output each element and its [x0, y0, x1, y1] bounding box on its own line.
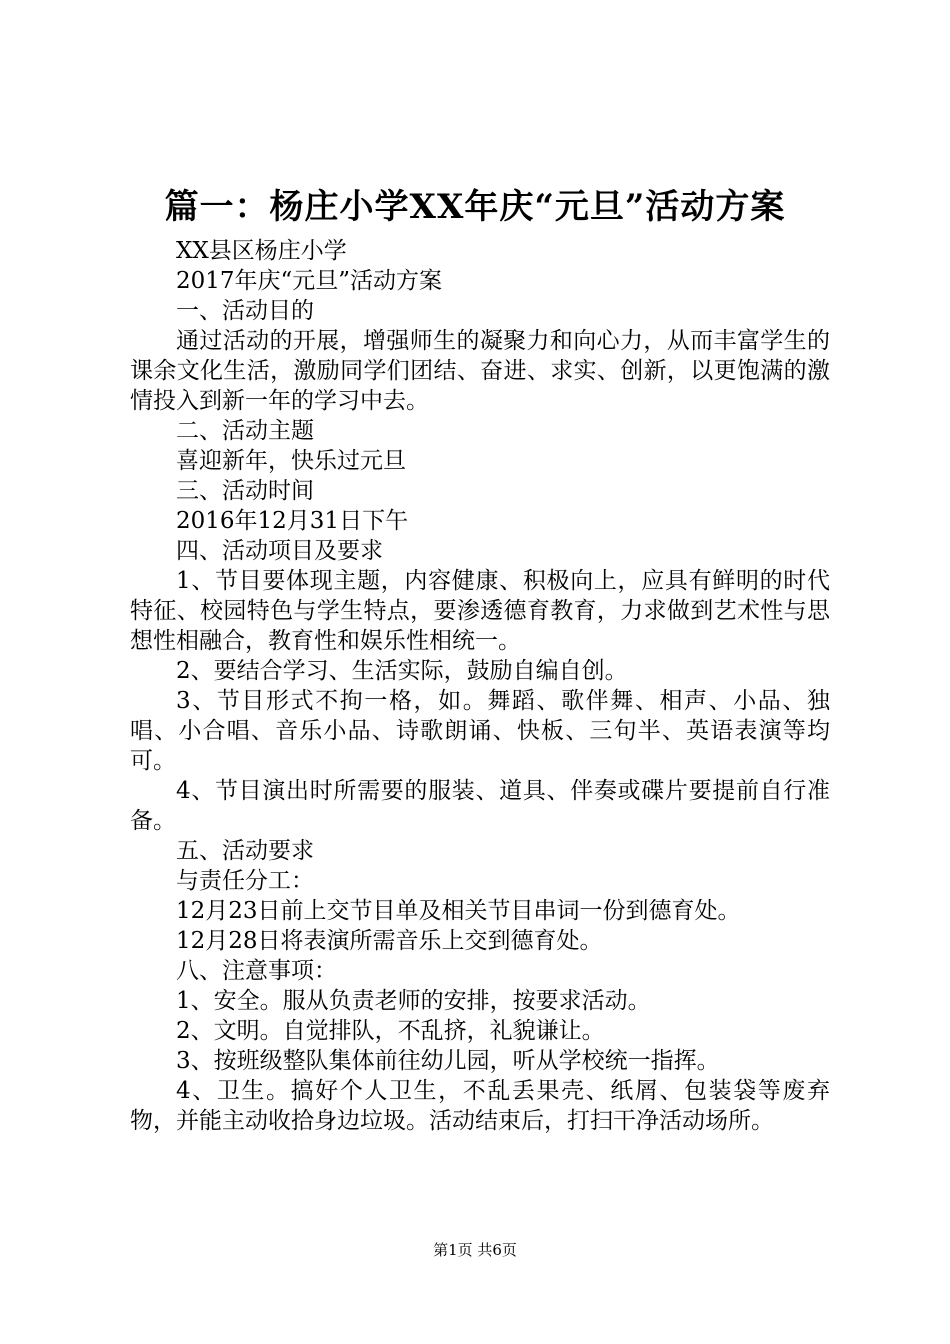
- paragraph-plan-name: 2017年庆“元旦”活动方案: [176, 268, 443, 294]
- document-body: [130, 236, 830, 1136]
- heading-theme: 二、活动主题: [176, 418, 314, 444]
- paragraph-note-3: 3、按班级整队集体前往幼儿园，听从学校统一指挥。: [176, 1048, 720, 1074]
- heading-notes: 八、注意事项：: [176, 958, 337, 984]
- paragraph-note-2: 2、文明。自觉排队，不乱挤，礼貌谦让。: [176, 1018, 605, 1044]
- paragraph-deadline-1: 12月23日前上交节目单及相关节目串词一份到德育处。: [176, 898, 741, 924]
- paragraph-note-4: 4、卫生。搞好个人卫生，不乱丢果壳、纸屑、包装袋等废弃物，并能主动收拾身边垃圾。活动结束后，打扫干净活动场所。: [130, 1078, 830, 1134]
- heading-items: 四、活动项目及要求: [176, 538, 383, 564]
- paragraph-division: 与责任分工：: [176, 868, 314, 894]
- heading-time: 三、活动时间: [176, 478, 314, 504]
- paragraph-note-1: 1、安全。服从负责老师的安排，按要求活动。: [176, 988, 651, 1014]
- paragraph-item-3: 3、节目形式不拘一格，如。舞蹈、歌伴舞、相声、小品、独唱、小合唱、音乐小品、诗歌朗诵、快板、三句半、英语表演等均可。: [130, 688, 830, 774]
- document-title: 篇一：杨庄小学XX年庆“元旦”活动方案: [164, 187, 786, 227]
- paragraph-item-1: 1、节目要体现主题，内容健康、积极向上，应具有鲜明的时代特征、校园特色与学生特点，要渗透德育教育，力求做到艺术性与思想性相融合，教育性和娱乐性相统一。: [130, 568, 830, 654]
- paragraph-item-4: 4、节目演出时所需要的服装、道具、伴奏或碟片要提前自行准备。: [130, 778, 830, 834]
- paragraph-deadline-2: 12月28日将表演所需音乐上交到德育处。: [176, 928, 603, 954]
- paragraph-theme: 喜迎新年，快乐过元旦: [176, 448, 406, 474]
- paragraph-time: 2016年12月31日下午: [176, 508, 409, 534]
- paragraph-item-2: 2、要结合学习、生活实际，鼓励自编自创。: [176, 658, 628, 684]
- page-number: 第1页 共6页: [433, 1241, 517, 1259]
- paragraph-school-name: XX县区杨庄小学: [176, 238, 347, 264]
- paragraph-purpose: 通过活动的开展，增强师生的凝聚力和向心力，从而丰富学生的课余文化生活，激励同学们团结、奋进、求实、创新，以更饱满的激情投入到新一年的学习中去。: [130, 328, 830, 414]
- heading-purpose: 一、活动目的: [176, 298, 314, 324]
- heading-requirements: 五、活动要求: [176, 838, 314, 864]
